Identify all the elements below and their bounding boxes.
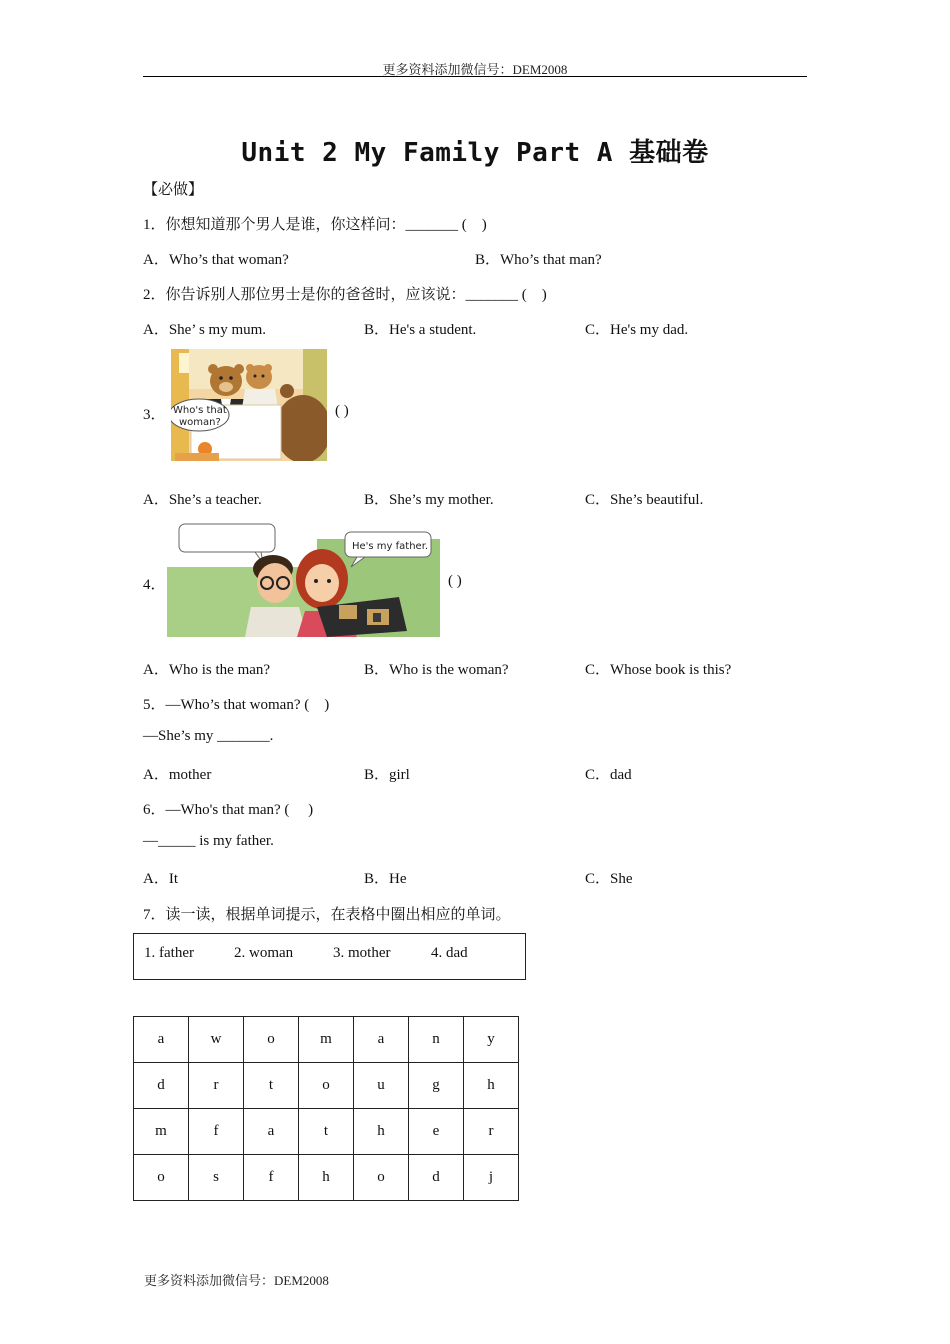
question-5-option-c: C．dad [585, 767, 632, 783]
question-1-stem: 1．你想知道那个男人是谁，你这样问：_______ ( ) [143, 217, 487, 233]
letter-cell[interactable]: h [299, 1155, 354, 1201]
question-1-option-b: B．Who’s that man? [475, 252, 602, 268]
question-4-bubble-text: He's my father. [352, 541, 429, 552]
letter-cell[interactable]: o [134, 1155, 189, 1201]
question-1-option-a: A．Who’s that woman? [143, 252, 289, 268]
question-2-option-c: C．He's my dad. [585, 322, 689, 338]
letter-cell[interactable]: f [244, 1155, 299, 1201]
question-5-stem: 5．—Who’s that woman? ( ) [143, 697, 330, 713]
letter-cell[interactable]: r [464, 1109, 519, 1155]
letter-cell[interactable]: y [464, 1017, 519, 1063]
letter-cell[interactable]: a [134, 1017, 189, 1063]
letter-cell[interactable]: h [464, 1063, 519, 1109]
letter-cell[interactable]: m [299, 1017, 354, 1063]
question-6-stem: 6．—Who's that man? ( ) [143, 802, 314, 818]
question-7-stem: 7．读一读，根据单词提示，在表格中圈出相应的单词。 [143, 907, 511, 923]
letter-cell[interactable]: e [409, 1109, 464, 1155]
letter-grid-row [134, 1109, 519, 1155]
letter-cell[interactable]: r [189, 1063, 244, 1109]
word-hint: 3. mother [333, 945, 391, 961]
letter-cell[interactable]: t [299, 1109, 354, 1155]
question-4-number: 4． [143, 577, 166, 593]
letter-cell[interactable]: d [409, 1155, 464, 1201]
question-2-option-a: A．She’ s my mum. [143, 322, 267, 338]
question-4-option-a: A．Who is the man? [143, 662, 271, 678]
page-footer: 更多资料添加微信号：DEM2008 [144, 1273, 329, 1288]
question-5-line-2: —She’s my _______. [143, 728, 274, 744]
question-5-option-a: A．mother [143, 767, 212, 783]
letter-cell[interactable]: o [299, 1063, 354, 1109]
question-2-stem: 2．你告诉别人那位男士是你的爸爸时，应该说：_______ ( ) [143, 287, 547, 303]
letter-cell[interactable]: m [134, 1109, 189, 1155]
letter-cell[interactable]: j [464, 1155, 519, 1201]
letter-cell[interactable]: h [354, 1109, 409, 1155]
question-6-option-a: A．It [143, 871, 178, 887]
question-2-option-b: B．He's a student. [364, 322, 477, 338]
letter-cell[interactable]: f [189, 1109, 244, 1155]
question-3-number: 3． [143, 407, 166, 423]
letter-grid-row [134, 1155, 519, 1201]
letter-cell[interactable]: u [354, 1063, 409, 1109]
question-4-answer-paren: ( ) [448, 573, 462, 589]
letter-cell[interactable]: o [354, 1155, 409, 1201]
letter-cell[interactable]: a [354, 1017, 409, 1063]
letter-cell[interactable]: n [409, 1017, 464, 1063]
question-6-line-2: —_____ is my father. [143, 833, 274, 849]
question-3-illustration [171, 349, 327, 461]
question-3-option-c: C．She’s beautiful. [585, 492, 704, 508]
word-hint: 4. dad [431, 945, 468, 961]
header-rule [143, 76, 807, 77]
page-header: 更多资料添加微信号：DEM2008 [382, 62, 568, 77]
letter-grid [133, 1016, 519, 1201]
letter-cell[interactable]: s [189, 1155, 244, 1201]
word-hint: 2. woman [234, 945, 294, 961]
letter-grid-row [134, 1017, 519, 1063]
question-3-bubble-line-2: woman? [179, 417, 221, 428]
question-5-option-b: B．girl [364, 767, 410, 783]
word-hint-box [133, 933, 526, 980]
letter-cell[interactable]: o [244, 1017, 299, 1063]
question-3-answer-paren: ( ) [335, 403, 349, 419]
letter-cell[interactable]: a [244, 1109, 299, 1155]
question-6-option-b: B．He [364, 871, 407, 887]
letter-cell[interactable]: g [409, 1063, 464, 1109]
section-label: 【必做】 [143, 182, 204, 198]
question-4-option-c: C．Whose book is this? [585, 662, 732, 678]
letter-cell[interactable]: d [134, 1063, 189, 1109]
question-4-option-b: B．Who is the woman? [364, 662, 509, 678]
letter-cell[interactable]: w [189, 1017, 244, 1063]
question-3-option-b: B．She’s my mother. [364, 492, 494, 508]
word-hint: 1. father [144, 945, 194, 961]
page-title: Unit 2 My Family Part A 基础卷 [241, 138, 709, 168]
letter-cell[interactable]: t [244, 1063, 299, 1109]
question-3-option-a: A．She’s a teacher. [143, 492, 262, 508]
question-6-option-c: C．She [585, 871, 633, 887]
letter-grid-row [134, 1063, 519, 1109]
question-3-bubble-line-1: Who's that [173, 405, 227, 416]
question-4-illustration [167, 519, 440, 637]
